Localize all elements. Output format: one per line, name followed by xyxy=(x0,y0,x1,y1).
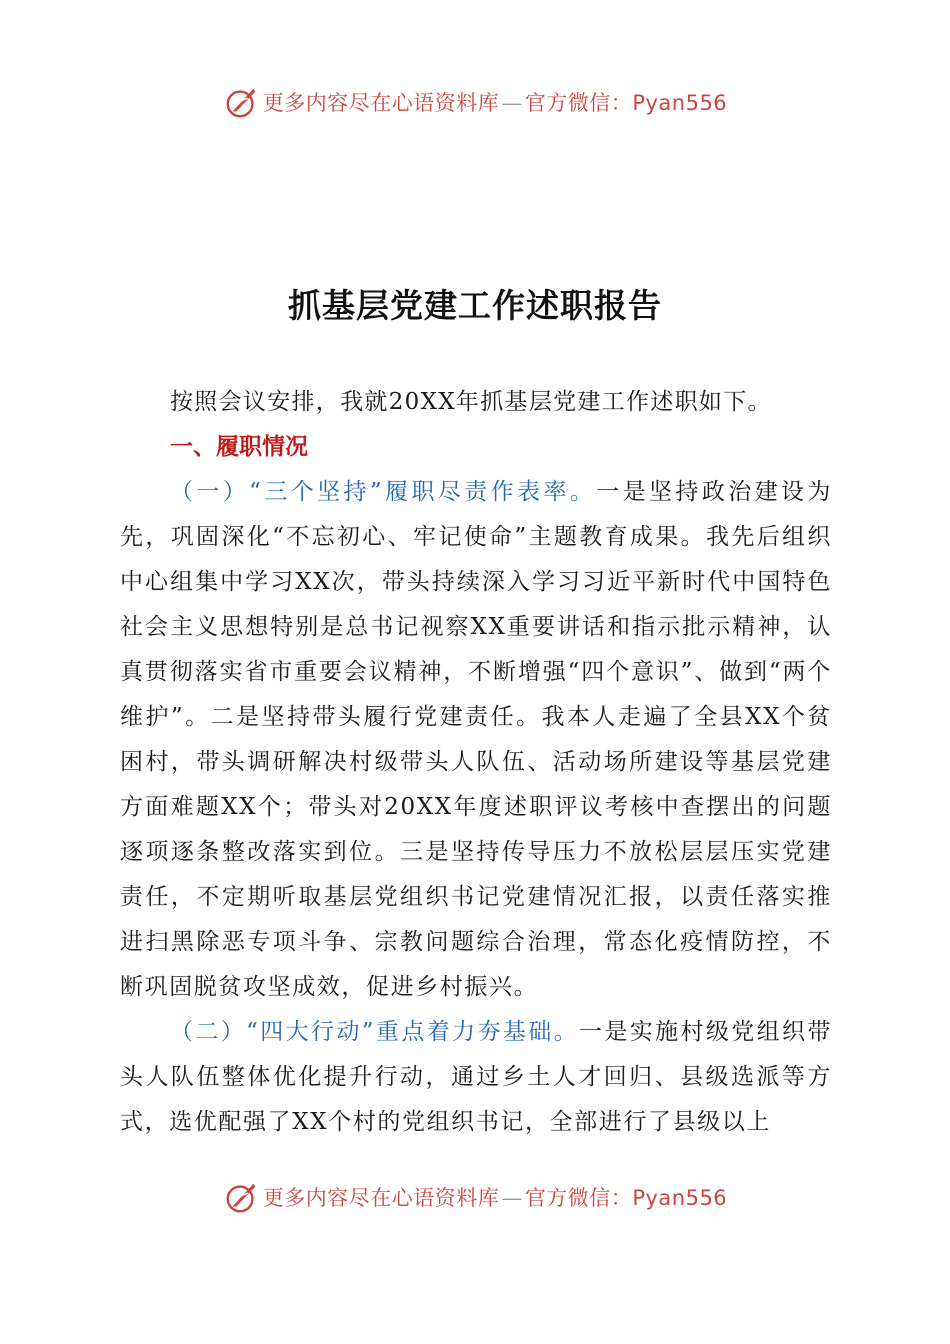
intro-paragraph: 按照会议安排，我就20XX年抓基层党建工作述职如下。 xyxy=(170,389,772,415)
subheading-1: （一）“三个坚持”履职尽责作表率。 xyxy=(170,479,597,505)
header-banner xyxy=(0,80,950,124)
banner-text: 更多内容尽在心语资料库—官方微信：Pyan556 xyxy=(262,1186,728,1210)
paragraph-1 xyxy=(120,470,832,1010)
paragraph-1-body: 一是坚持政治建设为先，巩固深化“不忘初心、牢记使命”主题教育成果。我先后组织中心组集中学习XX次，带头持续深入学习习近平新时代中国特色社会主义思想特别是总书记视察XX重要讲话和指示批示精神，认真贯彻落实省市重要会议精神，不断增强“四个意识”、做到“两个维护”。二是坚持带头履行党建责任。我本人走遍了全县XX个贫困村，带头调研解决村级带头人队伍、活动场所建设等基层党建方面难题XX个；带头对20XX年度述职评议考核中查摆出的问题逐项逐条整改落实到位。三是坚持传导压力不放松层层压实党建责任，不定期听取基层党组织书记党建情况汇报，以责任落实推进扫黑除恶专项斗争、宗教问题综合治理，常态化疫情防控，不断巩固脱贫攻坚成效，促进乡村振兴。 xyxy=(120,479,832,1000)
section-heading: 一、履职情况 xyxy=(170,434,308,460)
subheading-2: （二）“四大行动”重点着力夯基础。 xyxy=(170,1019,579,1045)
document-title: 抓基层党建工作述职报告 xyxy=(288,286,662,325)
banner-text: 更多内容尽在心语资料库—官方微信：Pyan556 xyxy=(262,91,728,115)
quill-logo-icon xyxy=(223,83,261,121)
document-body xyxy=(120,380,832,1145)
paragraph-2 xyxy=(120,1010,832,1145)
quill-logo-icon xyxy=(223,1178,261,1216)
footer-banner xyxy=(0,1175,950,1219)
paragraph-2-body: 一是实施村级党组织带头人队伍整体优化提升行动，通过乡土人才回归、县级选派等方式，选优配强了XX个村的党组织书记，全部进行了县级以上 xyxy=(120,1019,833,1135)
